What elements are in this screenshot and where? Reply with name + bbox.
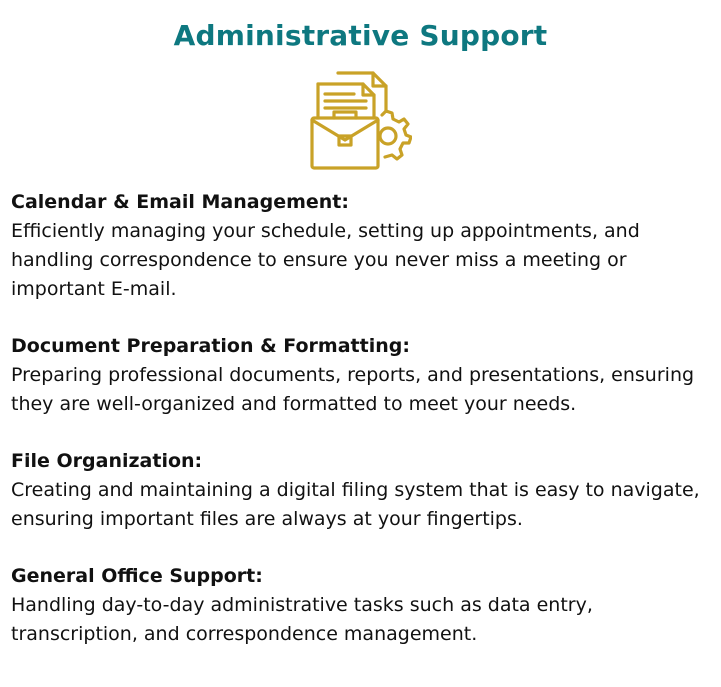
section-heading: Calendar & Email Management: xyxy=(11,191,349,213)
section-body: Creating and maintaining a digital filing system that is easy to navigate, ensuring important files are always at your fingertips. xyxy=(11,479,700,530)
services-list xyxy=(11,188,711,677)
service-section-calendar-email xyxy=(11,188,711,304)
page-title: Administrative Support xyxy=(173,19,548,52)
section-heading: File Organization: xyxy=(11,450,203,472)
icon-strokes xyxy=(312,73,411,168)
service-section-general-office xyxy=(11,562,711,649)
service-section-document-preparation xyxy=(11,332,711,419)
section-body: Efficiently managing your schedule, setting up appointments, and handling correspondence to ensure you never miss a meeting or important E-mail. xyxy=(11,220,640,300)
briefcase-documents-gear-icon xyxy=(308,70,412,172)
section-heading: Document Preparation & Formatting: xyxy=(11,335,410,357)
section-body: Handling day-to-day administrative tasks such as data entry, transcription, and correspondence management. xyxy=(11,594,593,645)
service-section-file-organization xyxy=(11,447,711,534)
section-body: Preparing professional documents, reports, and presentations, ensuring they are well-organized and formatted to meet your needs. xyxy=(11,364,695,415)
section-heading: General Office Support: xyxy=(11,565,263,587)
